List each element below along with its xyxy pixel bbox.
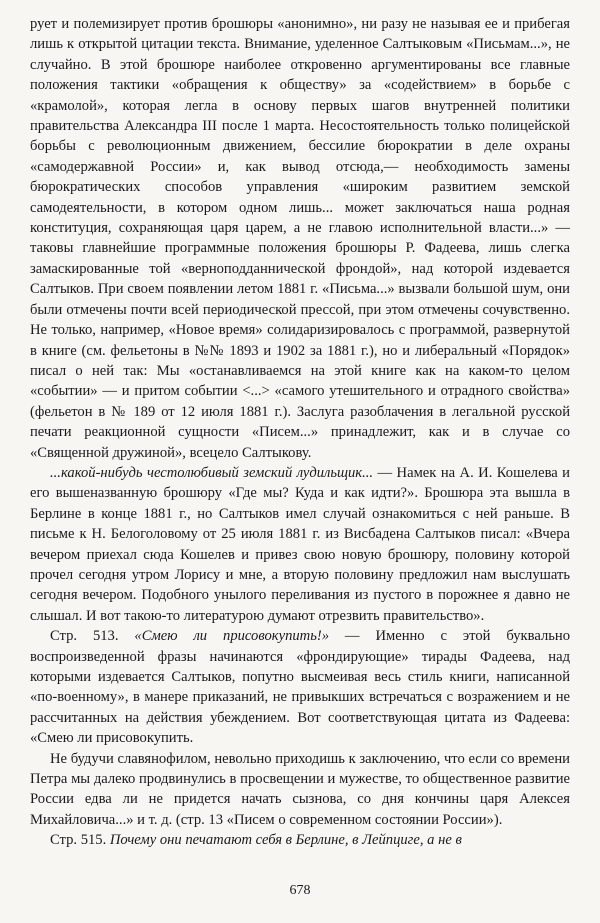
paragraph-note-page-513 xyxy=(30,626,570,748)
paragraph-note-page-515 xyxy=(30,830,570,850)
page-number: 678 xyxy=(289,883,311,898)
page-reference: Стр. 515. xyxy=(50,832,110,849)
note-lemma: ...какой-нибудь честолюбивый земский лудильщик... xyxy=(50,464,374,481)
paragraph-body: Не будучи славянофилом, невольно приходишь к заключению, что если со времени Петра мы далеко продвинулись в просвещении и мужестве, то общественное развитие России едва ли не придется начать сызнова, со дня кончины царя Алексея Михайловича...» и т. д. (стр. 13 «Писем о современном состоянии России»). xyxy=(30,750,570,828)
commentary-text xyxy=(30,14,570,851)
note-lemma: Почему они печатают себя в Берлине, в Лейпциге, а не в xyxy=(109,832,462,849)
paragraph-body: рует и полемизирует против брошюры «анонимно», ни разу не называя ее и прибегая лишь к открытой цитации текста. Внимание, уделенное Салтыковым «Письмам...», не случайно. В этой брошюре наиболее откровенно аргументированы все главные положения тактики «обращения к обществу» за «содействием» в борьбе с «крамолой», которая легла в основу первых шагов внутренней политики правительства Александра III после 1 марта. Несостоятельность только полицейской борьбы с революционным движением, бессилие бюрократии в деле охраны «самодержавной России» и, как вывод отсюда,— необходимость замены бюрократических способов управления «широким развитием земской самодеятельности, в котором одном лишь... может заключаться наша родная конституция, сохраняющая царя царем, а не главою исполнительной власти...» — таковы главнейшие программные положения брошюры Р. Фадеева, лишь слегка замаскированные той «верноподданнической фрондой», над которой издевается Салтыков. При своем появлении летом 1881 г. «Письма...» вызвали большой шум, они были отмечены почти всей периодической прессой, при этом отмечены сочувственно. Не только, например, «Новое время» солидаризировалось с программой, развернутой в книге (см. фельетоны в №№ 1893 и 1902 за 1881 г.), но и либеральный «Порядок» писал о ней так: Мы «останавливаемся на этой книге как на каком-то целом «событии» — и притом событии <...> «самого утешительного и отрадного свойства» (фельетон в № 189 от 12 июля 1881 г.). Заслуга разоблачения в легальной русской печати реакционной сущности «Писем...» принадлежит, как и в случае со «Священной дружиной», всецело Салтыкову. xyxy=(30,16,570,461)
paragraph-body: — Именно с этой буквально воспроизведенной фразы начинаются «фрондирующие» тирады Фадеева, над которыми издевается Салтыков, попутно высмеивая весь стиль книги, написанной «по-военному», в манере приказаний, не привыкших встречаться с возражением и не рассчитанных на действия убеждением. Вот соответствующая цитата из Фадеева: «Смею ли присовокупить. xyxy=(30,628,570,747)
page-reference: Стр. 513. xyxy=(50,628,135,645)
paragraph-note-kosheliev xyxy=(30,463,570,626)
paragraph-continuation xyxy=(30,14,570,463)
paragraph-body: — Намек на А. И. Кошелева и его вышеназванную брошюру «Где мы? Куда и как идти?». Брошюра эта вышла в Берлине в конце 1881 г., но Салтыков имел случай ознакомиться с ней раньше. В письме к Н. Белоголовому от 25 июля 1881 г. из Висбадена Салтыков писал: «Вчера вечером приехал сюда Кошелев и привез свою новую брошюру, половину которой прочел сегодня утром Лорису и мне, а вторую половину предложил нам выслушать сегодня вечером. Подобного унылого переливания из пустого в порожнее я давно не слышал. И вот такою-то литературою думают отрезвить правительство». xyxy=(30,464,570,624)
note-lemma: «Смею ли присовокупить!» xyxy=(134,628,330,645)
paragraph-quote-fadeev xyxy=(30,749,570,831)
